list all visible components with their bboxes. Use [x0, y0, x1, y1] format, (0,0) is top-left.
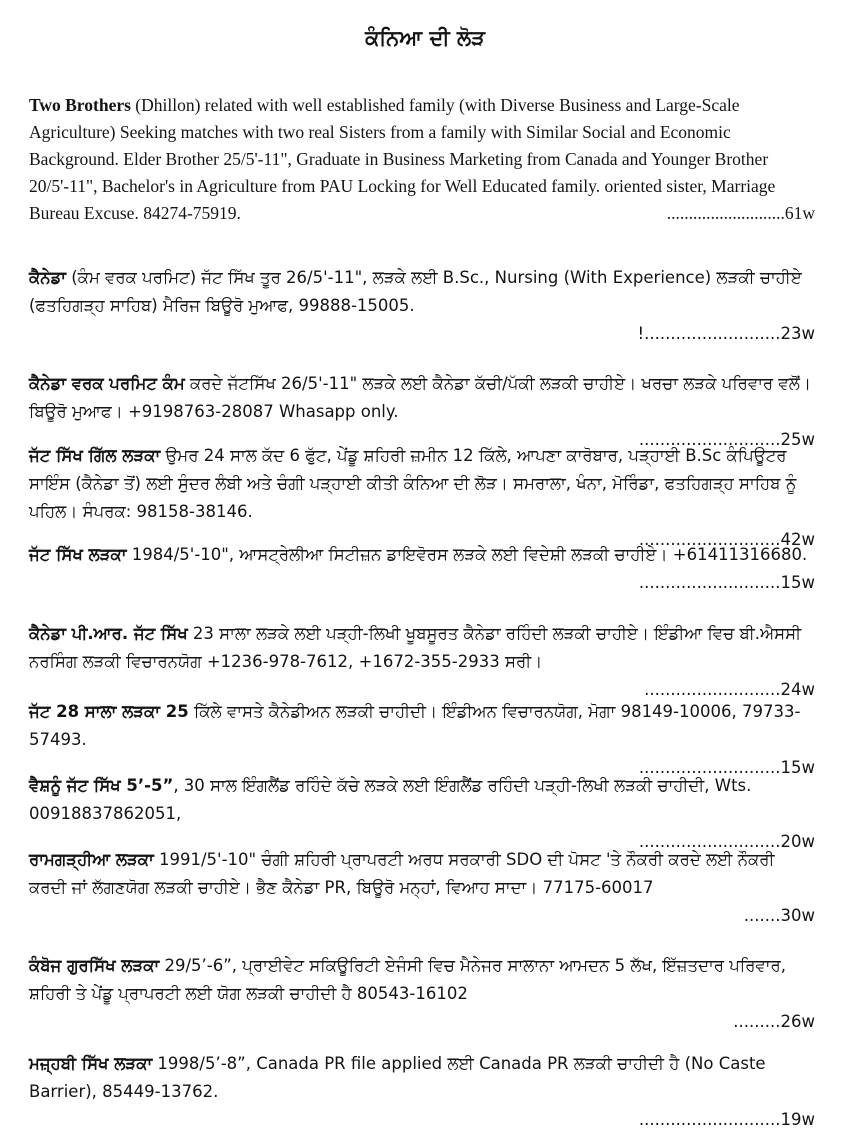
- ad-6-lead: ਕੈਨੇਡਾ ਪੀ.ਆਰ. ਜੱਟ ਸਿੱਖ: [29, 624, 188, 643]
- ad-5-lead: ਜੱਟ ਸਿੱਖ ਲੜਕਾ: [29, 545, 127, 564]
- ad-5-body: [29, 541, 815, 569]
- ad-7-lead: ਜੱਟ 28 ਸਾਲਾ ਲੜਕਾ 25: [29, 702, 189, 721]
- ad-9-body: [29, 846, 815, 902]
- ad-1: [29, 92, 815, 227]
- ad-9-text: 1991/5'-10" ਚੰਗੀ ਸ਼ਹਿਰੀ ਪ੍ਰਾਪਰਟੀ ਅਰਧ ਸਰਕਾਰੀ SDO ਦੀ ਪੋਸਟ 'ਤੇ ਨੌਕਰੀ ਕਰਦੇ ਲਈ ਨੌਕਰੀ ਕਰਦੀ ਜਾਂ ਲੱਗਣਯੋਗ ਲੜਕੀ ਚਾਹੀਏ। ਭੈਣ ਕੈਨੇਡਾ PR, ਬਿਊਰੋ ਮਨ੍ਹਾਂ, ਵਿਆਹ ਸਾਦਾ। 77175-60017: [29, 850, 775, 897]
- ad-8-code: ...........................20w: [638, 832, 815, 851]
- ad-11: [29, 1050, 815, 1134]
- ad-9-lead: ਰਾਮਗੜ੍ਹੀਆ ਲੜਕਾ: [29, 850, 154, 869]
- ad-8-lead: ਵੈਸ਼ਨੂੰ ਜੱਟ ਸਿੱਖ 5’-5”: [29, 776, 174, 795]
- ad-10-lead: ਕੰਬੋਜ ਗੁਰਸਿੱਖ ਲੜਕਾ: [29, 956, 160, 975]
- ad-4-text: ਉਮਰ 24 ਸਾਲ ਕੱਦ 6 ਫੁੱਟ, ਪੇਂਡੂ ਸ਼ਹਿਰੀ ਜ਼ਮੀਨ 12 ਕਿੱਲੇ, ਆਪਣਾ ਕਾਰੋਬਾਰ, ਪੜ੍ਹਾਈ B.Sc ਕੰਪਿਊਟਰ ਸਾਇੰਸ (ਕੈਨੇਡਾ ਤੋਂ) ਲਈ ਸੁੰਦਰ ਲੰਬੀ ਅਤੇ ਚੰਗੀ ਪੜ੍ਹਾਈ ਕੀਤੀ ਕੰਨਿਆ ਦੀ ਲੋੜ। ਸਮਰਾਲਾ, ਖੰਨਾ, ਮੋਰਿੰਡਾ, ਫਤਹਿਗੜ੍ਹ ਸਾਹਿਬ ਨੂੰ ਪਹਿਲ। ਸੰਪਰਕ: 98158-38146.: [29, 446, 797, 521]
- ad-7: [29, 698, 815, 782]
- ad-11-text: 1998/5’-8”, Canada PR file applied ਲਈ Canada PR ਲੜਕੀ ਚਾਹੀਦੀ ਹੈ (No Caste Barrier), 85449-13762.: [29, 1054, 766, 1101]
- ad-6: [29, 620, 815, 704]
- ad-6-body: [29, 620, 815, 676]
- ad-1-code: ...........................61w: [666, 203, 815, 223]
- ad-4-code: ...........................42w: [638, 530, 815, 549]
- ad-5-code: ...........................15w: [638, 573, 815, 592]
- ad-10: [29, 952, 815, 1036]
- page-title: ਕੰਨਿਆ ਦੀ ਲੋੜ: [365, 26, 485, 50]
- ad-9: [29, 846, 815, 930]
- ad-4-lead: ਜੱਟ ਸਿੱਖ ਗਿੱਲ ਲੜਕਾ: [29, 446, 161, 465]
- ad-3-body: [29, 370, 815, 426]
- ad-9-code: .......30w: [743, 906, 815, 925]
- ad-7-code: ...........................15w: [638, 758, 815, 777]
- ad-10-text: 29/5’-6”, ਪ੍ਰਾਈਵੇਟ ਸਕਿਊਰਿਟੀ ਏਜੰਸੀ ਵਿਚ ਮੈਨੇਜਰ ਸਾਲਾਨਾ ਆਮਦਨ 5 ਲੱਖ, ਇੱਜ਼ਤਦਾਰ ਪਰਿਵਾਰ, ਸ਼ਹਿਰੀ ਤੇ ਪੇਂਡੂ ਪ੍ਰਾਪਰਟੀ ਲਈ ਯੋਗ ਲੜਕੀ ਚਾਹੀਦੀ ਹੈ 80543-16102: [29, 956, 786, 1003]
- ad-11-body: [29, 1050, 815, 1106]
- ad-2-code: !..........................23w: [637, 324, 815, 343]
- ad-1-lead: Two Brothers: [29, 95, 131, 115]
- ad-8-body: [29, 772, 815, 828]
- ad-6-code: ..........................24w: [644, 680, 815, 699]
- ad-5-text: 1984/5'-10", ਆਸਟ੍ਰੇਲੀਆ ਸਿਟੀਜ਼ਨ ਡਾਇਵੋਰਸ ਲੜਕੇ ਲਈ ਵਿਦੇਸ਼ੀ ਲੜਕੀ ਚਾਹੀਏ। +61411316680.: [126, 545, 808, 564]
- ad-10-code: .........26w: [733, 1012, 815, 1031]
- ad-3-text: ਕਰਦੇ ਜੱਟਸਿੱਖ 26/5'-11" ਲੜਕੇ ਲਈ ਕੈਨੇਡਾ ਕੱਚੀ/ਪੱਕੀ ਲੜਕੀ ਚਾਹੀਏ। ਖਰਚਾ ਲੜਕੇ ਪਰਿਵਾਰ ਵਲੋਂ। ਬਿਊਰੋ ਮੁਆਫ। +9198763-28087 Whasapp only.: [29, 374, 812, 421]
- ad-7-text: ਕਿੱਲੇ ਵਾਸਤੇ ਕੈਨੇਡੀਅਨ ਲੜਕੀ ਚਾਹੀਦੀ। ਇੰਡੀਅਨ ਵਿਚਾਰਨਯੋਗ, ਮੋਗਾ 98149-10006, 79733-57493.: [29, 702, 801, 749]
- ad-10-body: [29, 952, 815, 1008]
- ad-2-lead: ਕੈਨੇਡਾ: [29, 268, 67, 287]
- ad-3-code: ...........................25w: [638, 430, 815, 449]
- ad-6-text: 23 ਸਾਲਾ ਲੜਕੇ ਲਈ ਪੜ੍ਹੀ-ਲਿਖੀ ਖੂਬਸੂਰਤ ਕੈਨੇਡਾ ਰਹਿੰਦੀ ਲੜਕੀ ਚਾਹੀਏ। ਇੰਡੀਆ ਵਿਚ ਬੀ.ਐਸਸੀ ਨਰਸਿੰਗ ਲੜਕੀ ਵਿਚਾਰਨਯੋਗ +1236-978-7612, +1672-355-2933 ਸਰੀ।: [29, 624, 802, 671]
- ad-8: [29, 772, 815, 856]
- ad-8-text: , 30 ਸਾਲ ਇੰਗਲੈਂਡ ਰਹਿੰਦੇ ਕੱਚੇ ਲੜਕੇ ਲਈ ਇੰਗਲੈਂਡ ਰਹਿੰਦੀ ਪੜ੍ਹੀ-ਲਿਖੀ ਲੜਕੀ ਚਾਹੀਦੀ, Wts. 00918837862051,: [29, 776, 752, 823]
- ad-4: [29, 442, 815, 554]
- ad-1-text: (Dhillon) related with well established family (with Diverse Business and Large-Scale Agriculture) Seeking matches with two real Sisters from a family with Similar Social and Economic Background. Elder Brother 25/5'-11", Graduate in Business Marketing from Canada and Younger Brother 20/5'-11", Bachelor's in Agriculture from PAU Locking for Well Educated family. oriented sister, Marriage Bureau Excuse. 84274-75919.: [29, 95, 776, 223]
- ad-5: [29, 541, 815, 597]
- ad-2: [29, 264, 815, 348]
- ad-2-text: (ਕੰਮ ਵਰਕ ਪਰਮਿਟ) ਜੱਟ ਸਿੱਖ ਤੂਰ 26/5'-11", ਲੜਕੇ ਲਈ B.Sc., Nursing (With Experience) ਲੜਕੀ ਚਾਹੀਏ (ਫਤਹਿਗੜ੍ਹ ਸਾਹਿਬ) ਮੈਰਿਜ ਬਿਊਰੋ ਮੁਆਫ, 99888-15005.: [29, 268, 802, 315]
- ad-11-lead: ਮਜ਼੍ਹਬੀ ਸਿੱਖ ਲੜਕਾ: [29, 1054, 153, 1073]
- ad-7-body: [29, 698, 815, 754]
- ad-3-lead: ਕੈਨੇਡਾ ਵਰਕ ਪਰਮਿਟ ਕੰਮ: [29, 374, 185, 393]
- ad-11-code: ...........................19w: [638, 1110, 815, 1129]
- ad-2-body: [29, 264, 815, 320]
- ad-4-body: [29, 442, 815, 526]
